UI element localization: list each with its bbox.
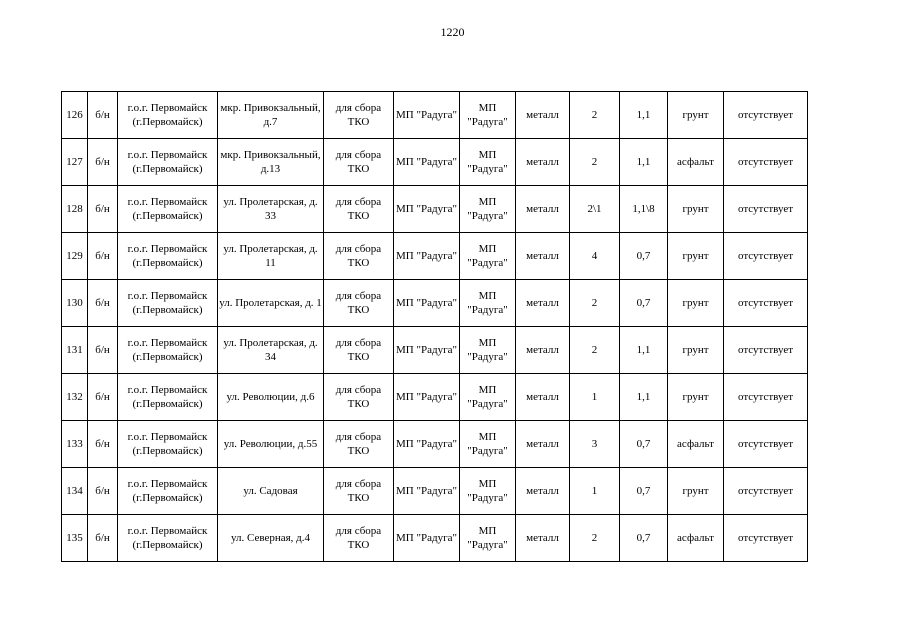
container-count-cell: 2\1 — [570, 186, 620, 233]
surface-cell: асфальт — [668, 139, 724, 186]
surface-cell: грунт — [668, 327, 724, 374]
purpose-cell: для сбора ТКО — [324, 468, 394, 515]
purpose-cell: для сбора ТКО — [324, 515, 394, 562]
container-count-cell: 2 — [570, 327, 620, 374]
registry-number-cell: б/н — [88, 92, 118, 139]
fence-cell: отсутствует — [724, 468, 808, 515]
registry-number-cell: б/н — [88, 186, 118, 233]
registry-number-cell: б/н — [88, 374, 118, 421]
row-number-cell: 135 — [62, 515, 88, 562]
material-cell: металл — [516, 139, 570, 186]
purpose-cell: для сбора ТКО — [324, 233, 394, 280]
container-count-cell: 2 — [570, 139, 620, 186]
municipality-cell: г.о.г. Первомайск (г.Первомайск) — [118, 92, 218, 139]
municipality-cell: г.о.г. Первомайск (г.Первомайск) — [118, 421, 218, 468]
fence-cell: отсутствует — [724, 92, 808, 139]
registry-table — [61, 91, 808, 562]
volume-cell: 1,1 — [620, 92, 668, 139]
fence-cell: отсутствует — [724, 186, 808, 233]
row-number-cell: 134 — [62, 468, 88, 515]
container-count-cell: 1 — [570, 468, 620, 515]
operator-cell: МП "Радуга" — [460, 374, 516, 421]
volume-cell: 1,1 — [620, 374, 668, 421]
operator-cell: МП "Радуга" — [460, 515, 516, 562]
address-cell: ул. Садовая — [218, 468, 324, 515]
purpose-cell: для сбора ТКО — [324, 421, 394, 468]
municipality-cell: г.о.г. Первомайск (г.Первомайск) — [118, 280, 218, 327]
municipality-cell: г.о.г. Первомайск (г.Первомайск) — [118, 468, 218, 515]
volume-cell: 1,1 — [620, 327, 668, 374]
municipality-cell: г.о.г. Первомайск (г.Первомайск) — [118, 515, 218, 562]
container-count-cell: 2 — [570, 280, 620, 327]
municipality-cell: г.о.г. Первомайск (г.Первомайск) — [118, 233, 218, 280]
fence-cell: отсутствует — [724, 327, 808, 374]
fence-cell: отсутствует — [724, 374, 808, 421]
container-count-cell: 1 — [570, 374, 620, 421]
row-number-cell: 130 — [62, 280, 88, 327]
row-number-cell: 129 — [62, 233, 88, 280]
purpose-cell: для сбора ТКО — [324, 374, 394, 421]
address-cell: ул. Революции, д.55 — [218, 421, 324, 468]
volume-cell: 1,1\8 — [620, 186, 668, 233]
table-row — [62, 468, 808, 515]
owner-cell: МП "Радуга" — [394, 374, 460, 421]
volume-cell: 0,7 — [620, 421, 668, 468]
surface-cell: грунт — [668, 280, 724, 327]
surface-cell: асфальт — [668, 421, 724, 468]
municipality-cell: г.о.г. Первомайск (г.Первомайск) — [118, 327, 218, 374]
table-row — [62, 186, 808, 233]
row-number-cell: 128 — [62, 186, 88, 233]
purpose-cell: для сбора ТКО — [324, 139, 394, 186]
owner-cell: МП "Радуга" — [394, 186, 460, 233]
table-row — [62, 139, 808, 186]
material-cell: металл — [516, 327, 570, 374]
operator-cell: МП "Радуга" — [460, 421, 516, 468]
table-row — [62, 515, 808, 562]
purpose-cell: для сбора ТКО — [324, 327, 394, 374]
registry-number-cell: б/н — [88, 280, 118, 327]
address-cell: ул. Пролетарская, д. 34 — [218, 327, 324, 374]
owner-cell: МП "Радуга" — [394, 468, 460, 515]
surface-cell: грунт — [668, 374, 724, 421]
container-count-cell: 4 — [570, 233, 620, 280]
registry-number-cell: б/н — [88, 233, 118, 280]
row-number-cell: 127 — [62, 139, 88, 186]
surface-cell: грунт — [668, 468, 724, 515]
fence-cell: отсутствует — [724, 280, 808, 327]
owner-cell: МП "Радуга" — [394, 280, 460, 327]
surface-cell: грунт — [668, 92, 724, 139]
registry-number-cell: б/н — [88, 515, 118, 562]
page-number: 1220 — [440, 25, 465, 39]
volume-cell: 0,7 — [620, 280, 668, 327]
operator-cell: МП "Радуга" — [460, 327, 516, 374]
operator-cell: МП "Радуга" — [460, 233, 516, 280]
registry-number-cell: б/н — [88, 421, 118, 468]
table-row — [62, 327, 808, 374]
table-row — [62, 233, 808, 280]
table-row — [62, 92, 808, 139]
material-cell: металл — [516, 92, 570, 139]
operator-cell: МП "Радуга" — [460, 186, 516, 233]
table-row — [62, 374, 808, 421]
volume-cell: 0,7 — [620, 233, 668, 280]
container-count-cell: 2 — [570, 515, 620, 562]
purpose-cell: для сбора ТКО — [324, 92, 394, 139]
volume-cell: 1,1 — [620, 139, 668, 186]
registry-table-body — [62, 92, 808, 562]
material-cell: металл — [516, 186, 570, 233]
fence-cell: отсутствует — [724, 139, 808, 186]
material-cell: металл — [516, 421, 570, 468]
container-count-cell: 2 — [570, 92, 620, 139]
volume-cell: 0,7 — [620, 515, 668, 562]
material-cell: металл — [516, 374, 570, 421]
address-cell: ул. Пролетарская, д. 33 — [218, 186, 324, 233]
address-cell: ул. Пролетарская, д. 1 — [218, 280, 324, 327]
municipality-cell: г.о.г. Первомайск (г.Первомайск) — [118, 374, 218, 421]
municipality-cell: г.о.г. Первомайск (г.Первомайск) — [118, 139, 218, 186]
material-cell: металл — [516, 233, 570, 280]
owner-cell: МП "Радуга" — [394, 515, 460, 562]
volume-cell: 0,7 — [620, 468, 668, 515]
registry-number-cell: б/н — [88, 468, 118, 515]
surface-cell: грунт — [668, 233, 724, 280]
material-cell: металл — [516, 280, 570, 327]
table-row — [62, 421, 808, 468]
purpose-cell: для сбора ТКО — [324, 280, 394, 327]
address-cell: ул. Пролетарская, д. 11 — [218, 233, 324, 280]
container-count-cell: 3 — [570, 421, 620, 468]
material-cell: металл — [516, 468, 570, 515]
address-cell: ул. Революции, д.6 — [218, 374, 324, 421]
fence-cell: отсутствует — [724, 421, 808, 468]
purpose-cell: для сбора ТКО — [324, 186, 394, 233]
municipality-cell: г.о.г. Первомайск (г.Первомайск) — [118, 186, 218, 233]
row-number-cell: 131 — [62, 327, 88, 374]
fence-cell: отсутствует — [724, 233, 808, 280]
owner-cell: МП "Радуга" — [394, 139, 460, 186]
owner-cell: МП "Радуга" — [394, 92, 460, 139]
operator-cell: МП "Радуга" — [460, 139, 516, 186]
surface-cell: грунт — [668, 186, 724, 233]
registry-number-cell: б/н — [88, 327, 118, 374]
fence-cell: отсутствует — [724, 515, 808, 562]
row-number-cell: 133 — [62, 421, 88, 468]
row-number-cell: 132 — [62, 374, 88, 421]
operator-cell: МП "Радуга" — [460, 92, 516, 139]
surface-cell: асфальт — [668, 515, 724, 562]
material-cell: металл — [516, 515, 570, 562]
operator-cell: МП "Радуга" — [460, 468, 516, 515]
owner-cell: МП "Радуга" — [394, 233, 460, 280]
owner-cell: МП "Радуга" — [394, 421, 460, 468]
operator-cell: МП "Радуга" — [460, 280, 516, 327]
address-cell: мкр. Привокзальный, д.13 — [218, 139, 324, 186]
address-cell: мкр. Привокзальный, д.7 — [218, 92, 324, 139]
address-cell: ул. Северная, д.4 — [218, 515, 324, 562]
registry-number-cell: б/н — [88, 139, 118, 186]
owner-cell: МП "Радуга" — [394, 327, 460, 374]
row-number-cell: 126 — [62, 92, 88, 139]
table-row — [62, 280, 808, 327]
